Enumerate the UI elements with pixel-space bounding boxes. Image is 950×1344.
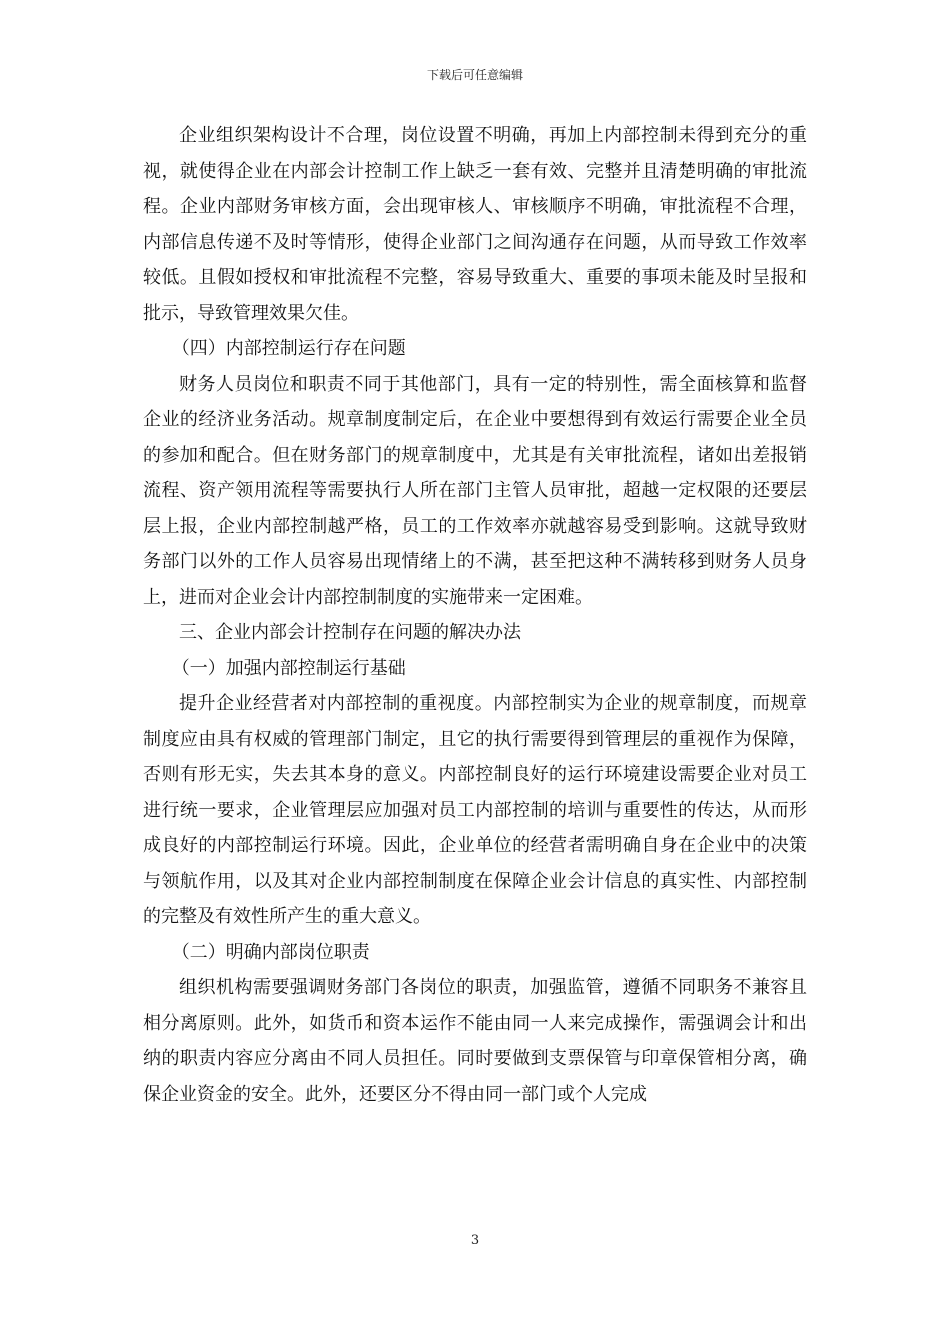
heading-strengthen-foundation: （一）加强内部控制运行基础	[171, 657, 406, 679]
page-header: 下载后可任意编辑	[426, 68, 523, 82]
heading-clarify-duties: （二）明确内部岗位职责	[171, 941, 370, 963]
paragraph-approval-process: 企业组织架构设计不合理，岗位设置不明确，再加上内部控制未得到充分的重视，就使得企业在内部会计控制工作上缺乏一套有效、完整并且清楚明确的审批流程。企业内部财务审核方面，会出现审核人、审核顺序不明确，审批流程不合理，内部信息传递不及时等情形，使得企业部门之间沟通存在问题，从而导致工作效率较低。且假如授权和审批流程不完整，容易导致重大、重要的事项未能及时呈报和批示，导致管理效果欠佳。	[143, 125, 807, 324]
paragraph-finance-staff: 财务人员岗位和职责不同于其他部门，具有一定的特别性，需全面核算和监督企业的经济业务活动。规章制度制定后，在企业中要想得到有效运行需要企业全员的参加和配合。但在财务部门的规章制度中，尤其是有关审批流程，诸如出差报销流程、资产领用流程等需要执行人所在部门主管人员审批，超越一定权限的还要层层上报，企业内部控制越严格，员工的工作效率亦就越容易受到影响。这就导致财务部门以外的工作人员容易出现情绪上的不满，甚至把这种不满转移到财务人员身上，进而对企业会计内部控制制度的实施带来一定困难。	[143, 373, 807, 608]
paragraph-separation-of-duties: 组织机构需要强调财务部门各岗位的职责，加强监管，遵循不同职务不兼容且相分离原则。此外，如货币和资本运作不能由同一人来完成操作，需强调会计和出纳的职责内容应分离由不同人员担任。同时要做到支票保管与印章保管相分离，确保企业资金的安全。此外，还要区分不得由同一部门或个人完成	[143, 977, 807, 1105]
document-body	[143, 118, 807, 1112]
paragraph-management-attention: 提升企业经营者对内部控制的重视度。内部控制实为企业的规章制度，而规章制度应由具有权威的管理部门制定，且它的执行需要得到管理层的重视作为保障，否则有形无实，失去其本身的意义。内部控制良好的运行环境建设需要企业对员工进行统一要求，企业管理层应加强对员工内部控制的培训与重要性的传达，从而形成良好的内部控制运行环境。因此，企业单位的经营者需明确自身在企业中的决策与领航作用，以及其对企业内部控制制度在保障企业会计信息的真实性、内部控制的完整及有效性所产生的重大意义。	[143, 693, 807, 927]
heading-internal-control-operation: （四）内部控制运行存在问题	[171, 338, 406, 359]
page-number: 3	[470, 1233, 480, 1248]
heading-solutions: 三、企业内部会计控制存在问题的解决办法	[179, 622, 521, 643]
